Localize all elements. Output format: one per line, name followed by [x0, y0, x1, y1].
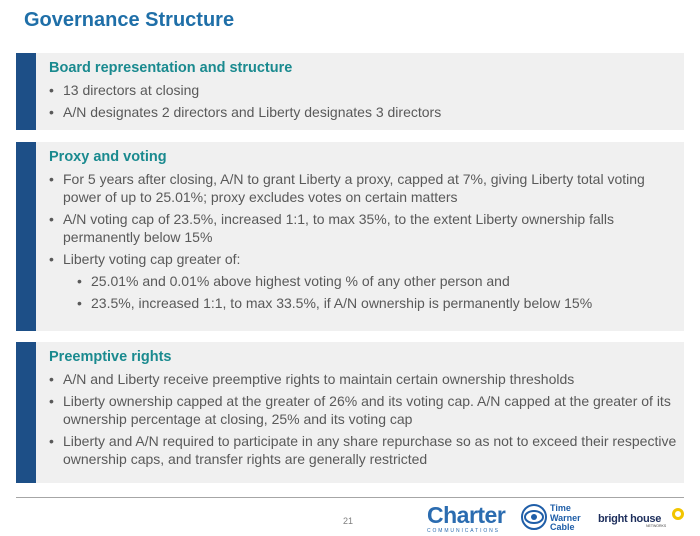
time-warner-cable-logo [520, 503, 592, 533]
page-title: Governance Structure [24, 9, 235, 31]
twc-line: Cable [550, 522, 575, 532]
section-proxy-voting [16, 142, 684, 331]
charter-logo-wordmark: Charter [427, 502, 506, 528]
section-accent-bar [16, 53, 36, 130]
bright-house-subtitle: NETWORKS [646, 524, 667, 528]
section-heading: Board representation and structure [49, 60, 293, 76]
sub-bullet-item: • 25.01% and 0.01% above highest voting % of any other person and [77, 272, 678, 290]
section-heading: Preemptive rights [49, 349, 172, 365]
bright-house-logo [598, 509, 667, 528]
bullet-list [49, 370, 678, 468]
bullet-item: • Liberty voting cap greater of: [49, 250, 678, 268]
section-accent-bar [16, 142, 36, 331]
twc-eye-icon [520, 503, 548, 531]
bullet-list [49, 81, 678, 121]
section-heading: Proxy and voting [49, 149, 167, 165]
bullet-item: • A/N designates 2 directors and Liberty designates 3 directors [49, 103, 678, 121]
bright-house-ring-icon [672, 508, 684, 520]
twc-wordmark [550, 504, 581, 533]
bullet-item: • For 5 years after closing, A/N to grant Liberty a proxy, capped at 7%, giving Liberty total voting power of up to 25.01%; proxy excludes votes on certain matters [49, 170, 678, 206]
bullet-item: • Liberty ownership capped at the greater of 26% and its voting cap. A/N capped at the greater of its ownership percentage at closing, 25% and its voting cap [49, 392, 678, 428]
bullet-item: • A/N and Liberty receive preemptive rights to maintain certain ownership thresholds [49, 370, 678, 388]
twc-line: Time [550, 503, 571, 513]
bullet-list [49, 170, 678, 312]
section-board-representation [16, 53, 684, 130]
twc-line: Warner [550, 512, 581, 523]
bullet-item: • Liberty and A/N required to participate in any share repurchase so as not to exceed their respective ownership caps, and transfer rights are generally restricted [49, 432, 678, 468]
page-number: 21 [343, 516, 354, 526]
footer-divider [16, 497, 684, 498]
section-preemptive-rights [16, 342, 684, 483]
sub-bullet-item: • 23.5%, increased 1:1, to max 33.5%, if A/N ownership is permanently below 15% [77, 294, 678, 312]
bullet-item: • A/N voting cap of 23.5%, increased 1:1, to max 35%, to the extent Liberty ownership falls permanently below 15% [49, 210, 678, 246]
bullet-item: • 13 directors at closing [49, 81, 678, 99]
section-accent-bar [16, 342, 36, 483]
charter-logo-subtitle: COMMUNICATIONS [427, 528, 500, 534]
bright-house-wordmark: bright house [598, 513, 662, 525]
charter-logo [427, 503, 505, 534]
